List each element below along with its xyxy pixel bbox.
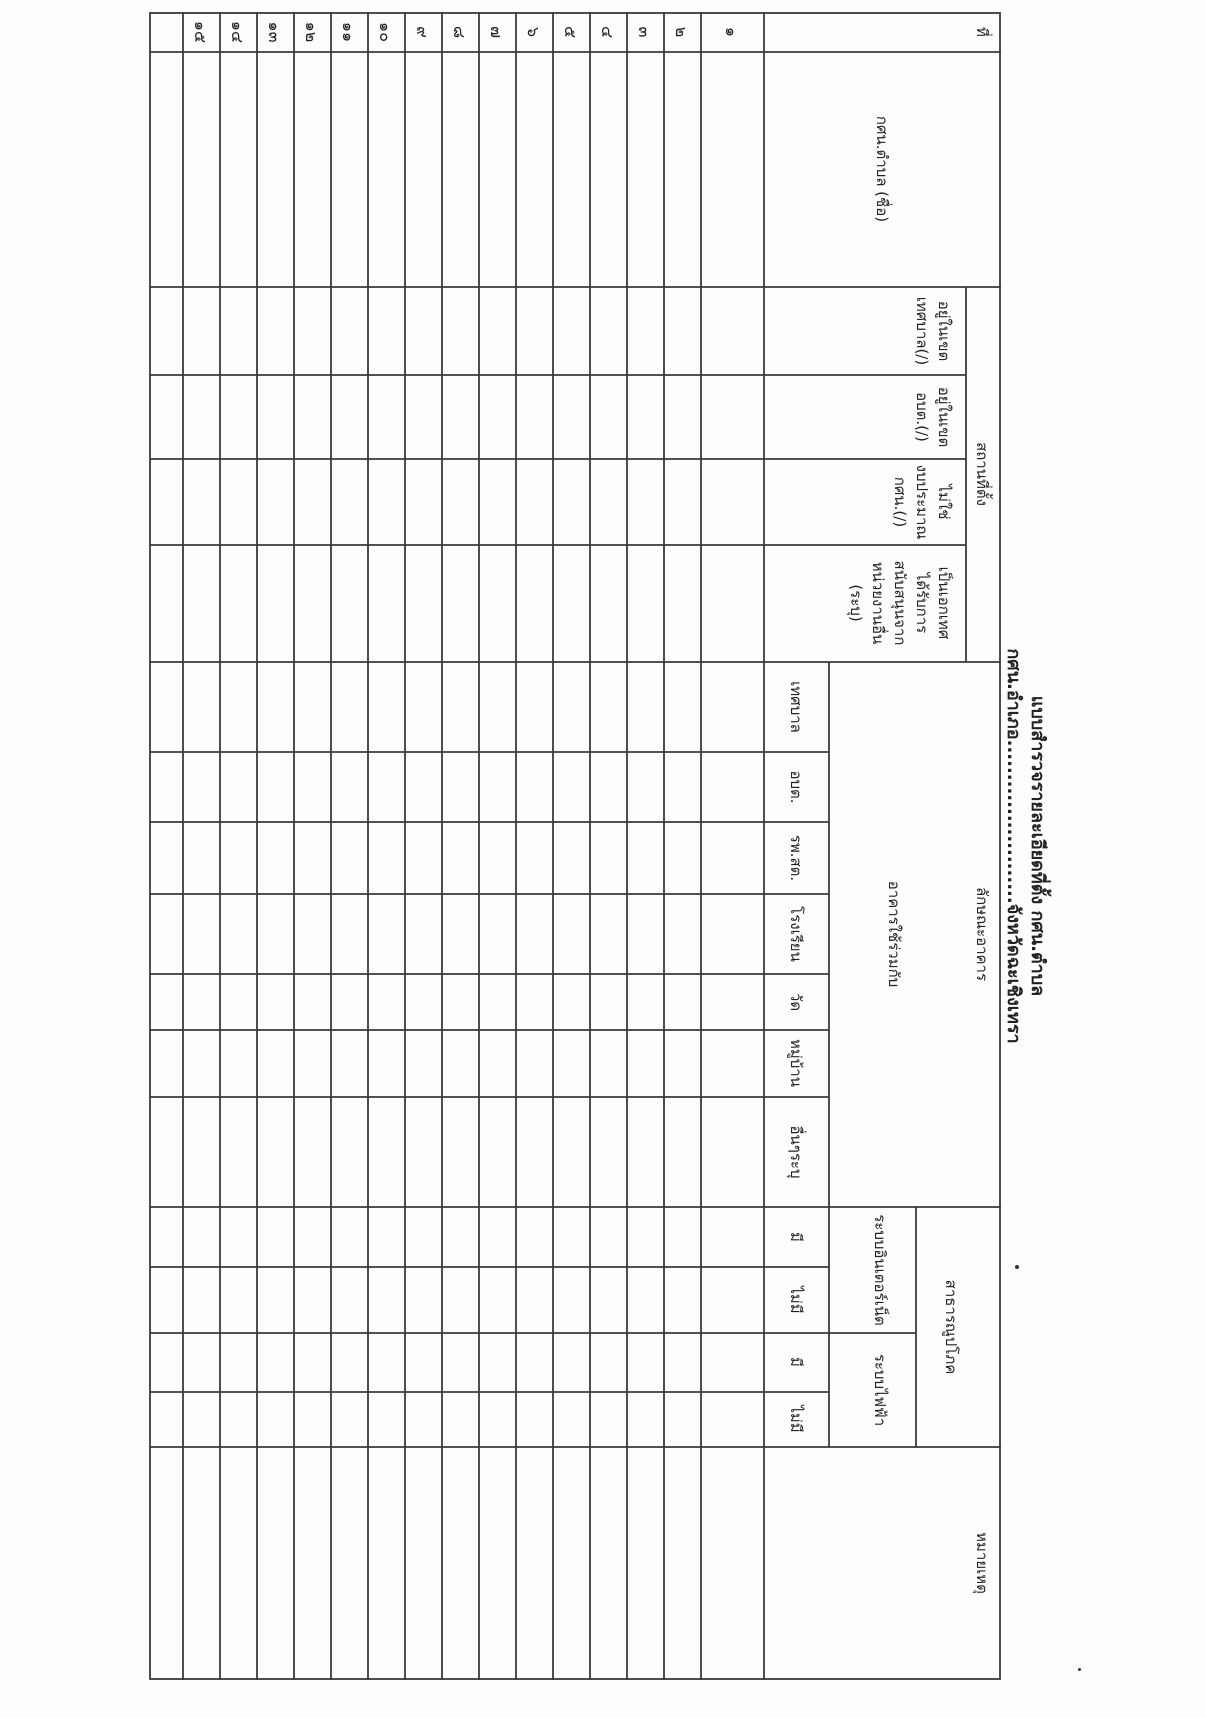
- col-header-internet-has: มี: [787, 1232, 805, 1242]
- scan-speck: [1015, 1265, 1019, 1269]
- col-header-bld-municipal: เทศบาล: [787, 681, 805, 733]
- group-header-building: ลักษณะอาคาร: [973, 886, 991, 982]
- col-header-bld-other: อื่นๆระบุ: [787, 1125, 805, 1179]
- col-header-loc-budget: งบประมาณ: [913, 464, 931, 540]
- row-number: ๑๓: [265, 21, 284, 43]
- col-header-loc-municipal: เทศบาล(/): [913, 296, 931, 366]
- row-number: ๙: [413, 26, 432, 38]
- scan-speck: [1078, 1668, 1081, 1671]
- subheader-electric-system: ระบบไฟฟ้า: [871, 1353, 889, 1427]
- table-border: [150, 13, 1000, 1679]
- table-lines: [149, 12, 1001, 1680]
- col-header-remarks: หมายเหตุ: [973, 1532, 991, 1594]
- row-number: ๑๔: [228, 20, 247, 44]
- col-header-loc-private: เป็นเอกเทศ: [935, 566, 953, 640]
- survey-table: [149, 12, 1001, 1680]
- group-header-location: สถานที่ตั้ง: [973, 442, 991, 506]
- header-labels: [786, 27, 993, 1594]
- row-number-column: [191, 21, 741, 43]
- row-number: ๘: [450, 25, 469, 39]
- row-number: ๔: [598, 25, 617, 39]
- col-header-bld-village: หมู่บ้าน: [787, 1039, 805, 1087]
- col-header-electric-has-not: ไม่มี: [787, 1405, 805, 1433]
- col-header-loc-municipal-sub: อยู่ในเขต: [935, 300, 953, 362]
- row-number: ๑: [722, 26, 741, 38]
- col-header-loc-gov: กศน.(/): [891, 476, 909, 528]
- group-header-utility: สาธารณูปโภค: [942, 1279, 960, 1375]
- col-header-electric-has: มี: [787, 1357, 805, 1367]
- row-number: ๓: [635, 26, 654, 38]
- row-number: ๑๕: [191, 20, 210, 44]
- col-header-loc-private-unit: (ระบุ): [847, 584, 865, 622]
- col-header-bld-hospital: รพ.สต.: [787, 834, 805, 882]
- col-header-center-name: กศน.ตำบล (ชื่อ): [873, 115, 891, 223]
- row-number: ๑๐: [376, 22, 395, 42]
- col-header-loc-gov-sub: ไม่ใช่: [935, 484, 953, 520]
- col-header-loc-budget-sub: ได้รับการ: [913, 572, 931, 634]
- row-number: ๑๒: [302, 21, 321, 43]
- col-header-bld-sao: อบต.: [787, 770, 805, 804]
- col-header-no: ที่: [973, 27, 991, 37]
- col-header-loc-sao: อบต.(/): [913, 392, 931, 442]
- row-number: ๗: [487, 25, 506, 39]
- row-number: ๑๑: [339, 21, 358, 43]
- col-header-loc-private-sub: หน่วยงานอื่น: [869, 561, 887, 645]
- form-title: แบบสำรวจรายละเอียดที่ตั้ง กศน.ตำบล: [1027, 695, 1048, 997]
- col-header-loc-budget-detail: สนับสนุนจาก: [891, 560, 909, 646]
- row-number: ๖: [524, 26, 543, 38]
- subheader-building-shared: อาคารใช้ร่วมกับ: [885, 880, 903, 988]
- col-header-loc-sao-sub: อยู่ในเขต: [935, 386, 953, 448]
- col-header-bld-school: โรงเรียน: [787, 906, 805, 962]
- row-number: ๒: [672, 26, 691, 38]
- row-number: ๕: [561, 25, 580, 39]
- col-header-bld-temple: วัด: [787, 992, 805, 1012]
- subheader-internet-system: ระบบอินเตอร์เน็ต: [871, 1214, 889, 1326]
- col-header-internet-has-not: ไม่มี: [787, 1286, 805, 1314]
- rotated-form: [149, 12, 1048, 1680]
- form-subtitle: กศน.อำเภอ........................จังหวัดฉะเชิงเทรา: [1003, 648, 1024, 1044]
